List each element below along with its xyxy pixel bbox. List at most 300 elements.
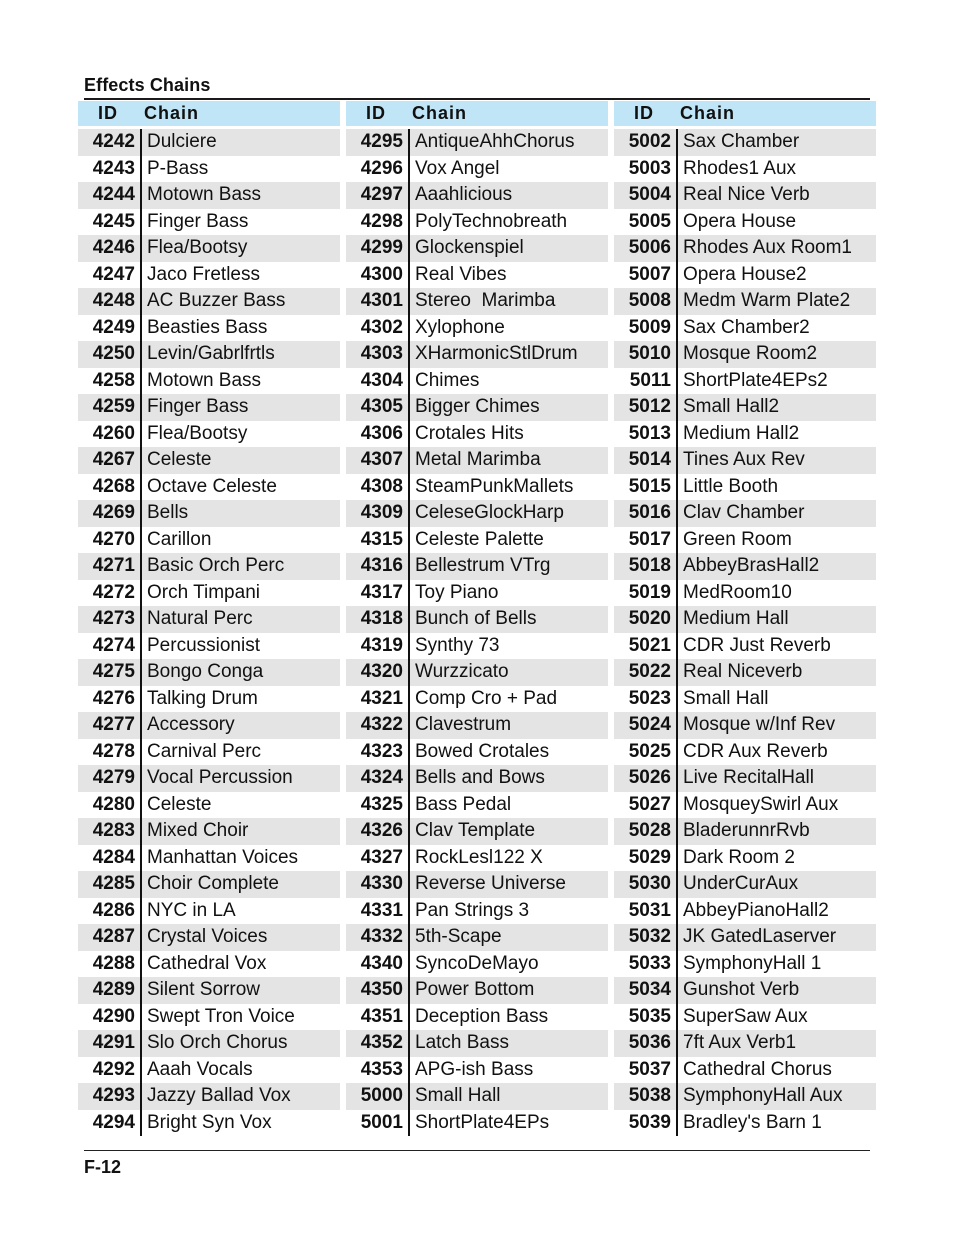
row-chain-name: Bradley's Barn 1 [683, 1111, 822, 1133]
row-chain-name: Medium Hall [683, 608, 789, 630]
table-row [346, 156, 608, 183]
header-id: ID [366, 103, 386, 123]
row-id: 5035 [628, 1005, 671, 1027]
table-row [78, 341, 340, 368]
table-row [346, 871, 608, 898]
table-row [346, 659, 608, 686]
row-id: 4276 [92, 687, 135, 709]
row-chain-name: Orch Timpani [147, 581, 260, 603]
table-row [78, 368, 340, 395]
table-row [614, 1083, 876, 1110]
table-row [78, 792, 340, 819]
row-chain-name: Aaahlicious [415, 184, 513, 206]
table-row [614, 447, 876, 474]
table-row [614, 1030, 876, 1057]
row-id: 4242 [92, 131, 135, 153]
row-id: 4304 [360, 369, 403, 391]
row-chain-name: APG-ish Bass [415, 1058, 534, 1080]
row-id: 5007 [628, 263, 671, 285]
row-chain-name: Celeste [147, 449, 212, 471]
row-chain-name: SyncoDeMayo [415, 952, 539, 974]
row-id: 4353 [360, 1058, 403, 1080]
row-chain-name: Clav Chamber [683, 502, 805, 524]
row-chain-name: AC Buzzer Bass [147, 290, 286, 312]
table-row [614, 235, 876, 262]
row-chain-name: Medium Hall2 [683, 422, 800, 444]
table-row [346, 209, 608, 236]
row-chain-name: Finger Bass [147, 396, 249, 418]
row-id: 4340 [360, 952, 403, 974]
table-row [614, 792, 876, 819]
table-row [78, 553, 340, 580]
row-chain-name: Small Hall [683, 687, 769, 709]
table-row [614, 977, 876, 1004]
row-chain-name: Small Hall2 [683, 396, 780, 418]
row-chain-name: Basic Orch Perc [147, 555, 285, 577]
table-row [346, 818, 608, 845]
row-chain-name: Talking Drum [147, 687, 258, 709]
row-id: 5000 [360, 1085, 403, 1107]
row-id: 5033 [628, 952, 671, 974]
row-chain-name: P-Bass [147, 157, 209, 179]
row-id: 4317 [360, 581, 403, 603]
table-row [346, 235, 608, 262]
table-row [346, 924, 608, 951]
row-id: 4327 [360, 846, 403, 868]
row-chain-name: Sax Chamber2 [683, 316, 810, 338]
table-row [614, 606, 876, 633]
table-row [614, 156, 876, 183]
row-chain-name: Pan Strings 3 [415, 899, 530, 921]
row-chain-name: Medm Warm Plate2 [683, 290, 851, 312]
table-row [78, 1057, 340, 1084]
row-chain-name: AbbeyBrasHall2 [683, 555, 820, 577]
row-chain-name: Mixed Choir [147, 820, 249, 842]
table-row [346, 500, 608, 527]
row-id: 4269 [92, 502, 135, 524]
row-id: 4275 [92, 661, 135, 683]
header-id: ID [634, 103, 654, 123]
row-id: 5020 [628, 608, 671, 630]
row-chain-name: Clavestrum [415, 714, 512, 736]
table-row [346, 368, 608, 395]
table-header [346, 101, 608, 126]
table-row [614, 500, 876, 527]
row-chain-name: Wurzzicato [415, 661, 509, 683]
row-chain-name: Beasties Bass [147, 316, 268, 338]
table-row [614, 1004, 876, 1031]
row-id: 4300 [360, 263, 403, 285]
table-row [346, 633, 608, 660]
table-row [614, 924, 876, 951]
row-chain-name: Motown Bass [147, 369, 262, 391]
row-chain-name: MosqueySwirl Aux [683, 793, 839, 815]
table-row [614, 818, 876, 845]
row-id: 5003 [628, 157, 671, 179]
row-chain-name: Reverse Universe [415, 873, 566, 895]
row-chain-name: XHarmonicStlDrum [415, 343, 578, 365]
row-id: 4290 [92, 1005, 135, 1027]
row-chain-name: Mosque w/Inf Rev [683, 714, 836, 736]
row-chain-name: Cathedral Chorus [683, 1058, 832, 1080]
row-chain-name: Octave Celeste [147, 475, 277, 497]
table-row [78, 1110, 340, 1137]
table-row [614, 341, 876, 368]
table-row [614, 421, 876, 448]
row-id: 4316 [360, 555, 403, 577]
row-chain-name: Natural Perc [147, 608, 253, 630]
row-chain-name: Bunch of Bells [415, 608, 537, 630]
table-row [78, 659, 340, 686]
table-header [78, 101, 340, 126]
table-row [614, 871, 876, 898]
table-row [346, 1004, 608, 1031]
table-row [346, 606, 608, 633]
table-row [78, 156, 340, 183]
row-id: 5026 [628, 767, 671, 789]
row-chain-name: Real Nice Verb [683, 184, 810, 206]
row-id: 4277 [92, 714, 135, 736]
row-id: 4274 [92, 634, 135, 656]
row-chain-name: Sax Chamber [683, 131, 800, 153]
row-id: 5038 [628, 1085, 671, 1107]
row-chain-name: Slo Orch Chorus [147, 1032, 288, 1054]
row-id: 5023 [628, 687, 671, 709]
row-chain-name: Bells and Bows [415, 767, 545, 789]
table-row [346, 977, 608, 1004]
table-row [78, 262, 340, 289]
table-row [614, 1110, 876, 1137]
row-chain-name: SuperSaw Aux [683, 1005, 808, 1027]
row-id: 5027 [628, 793, 671, 815]
row-chain-name: Metal Marimba [415, 449, 541, 471]
table-row [346, 580, 608, 607]
table-row [78, 500, 340, 527]
row-id: 4244 [92, 184, 135, 206]
effects-table-column-3 [614, 101, 876, 1136]
row-id: 4323 [360, 740, 403, 762]
row-id: 4298 [360, 210, 403, 232]
row-chain-name: CDR Aux Reverb [683, 740, 828, 762]
row-chain-name: Percussionist [147, 634, 260, 656]
row-chain-name: Carillon [147, 528, 212, 550]
title-rule [84, 98, 870, 100]
row-chain-name: Green Room [683, 528, 792, 550]
row-chain-name: Flea/Bootsy [147, 422, 248, 444]
row-id: 4319 [360, 634, 403, 656]
row-id: 5030 [628, 873, 671, 895]
row-id: 4273 [92, 608, 135, 630]
row-chain-name: Clav Template [415, 820, 536, 842]
row-id: 4270 [92, 528, 135, 550]
table-row [78, 1083, 340, 1110]
row-id: 4287 [92, 926, 135, 948]
row-chain-name: ShortPlate4EPs [415, 1111, 550, 1133]
row-id: 4286 [92, 899, 135, 921]
row-id: 4271 [92, 555, 135, 577]
table-row [614, 527, 876, 554]
row-id: 4302 [360, 316, 403, 338]
row-chain-name: Real Niceverb [683, 661, 803, 683]
row-chain-name: Motown Bass [147, 184, 262, 206]
row-chain-name: Crotales Hits [415, 422, 524, 444]
row-chain-name: Bigger Chimes [415, 396, 540, 418]
row-id: 5037 [628, 1058, 671, 1080]
header-chain: Chain [680, 103, 736, 123]
table-row [614, 182, 876, 209]
row-id: 5031 [628, 899, 671, 921]
row-chain-name: CeleseGlockHarp [415, 502, 564, 524]
row-id: 4318 [360, 608, 403, 630]
table-row [346, 129, 608, 156]
table-row [614, 1057, 876, 1084]
row-chain-name: Bowed Crotales [415, 740, 550, 762]
table-row [78, 129, 340, 156]
row-id: 5004 [628, 184, 671, 206]
row-chain-name: Power Bottom [415, 979, 535, 1001]
table-row [614, 474, 876, 501]
row-chain-name: Stereo Marimba [415, 290, 556, 312]
row-chain-name: Manhattan Voices [147, 846, 299, 868]
table-row [346, 765, 608, 792]
row-chain-name: Opera House2 [683, 263, 807, 285]
row-id: 4297 [360, 184, 403, 206]
row-chain-name: ShortPlate4EPs2 [683, 369, 828, 391]
row-chain-name: Cathedral Vox [147, 952, 267, 974]
row-id: 4322 [360, 714, 403, 736]
row-id: 4331 [360, 899, 403, 921]
table-row [78, 235, 340, 262]
row-chain-name: Tines Aux Rev [683, 449, 805, 471]
row-id: 4306 [360, 422, 403, 444]
table-row [346, 686, 608, 713]
table-row [614, 765, 876, 792]
row-chain-name: SymphonyHall Aux [683, 1085, 843, 1107]
table-row [614, 394, 876, 421]
row-id: 5005 [628, 210, 671, 232]
row-id: 5039 [628, 1111, 671, 1133]
page-number: F-12 [84, 1157, 122, 1177]
row-chain-name: RockLesl122 X [415, 846, 543, 868]
row-id: 5010 [628, 343, 671, 365]
table-row [78, 288, 340, 315]
row-id: 4250 [92, 343, 135, 365]
table-row [346, 288, 608, 315]
table-row [78, 818, 340, 845]
header-chain: Chain [144, 103, 200, 123]
footer-rule [84, 1150, 870, 1151]
row-id: 5009 [628, 316, 671, 338]
row-chain-name: UnderCurAux [683, 873, 799, 895]
row-id: 4296 [360, 157, 403, 179]
row-chain-name: Jaco Fretless [147, 263, 260, 285]
row-id: 5015 [628, 475, 671, 497]
table-row [346, 1030, 608, 1057]
row-id: 4320 [360, 661, 403, 683]
row-chain-name: Bongo Conga [147, 661, 264, 683]
row-chain-name: Bellestrum VTrg [415, 555, 551, 577]
table-row [614, 898, 876, 925]
row-id: 4299 [360, 237, 403, 259]
row-id: 4326 [360, 820, 403, 842]
table-row [614, 315, 876, 342]
row-chain-name: Carnival Perc [147, 740, 262, 762]
row-id: 4293 [92, 1085, 135, 1107]
row-chain-name: Rhodes Aux Room1 [683, 237, 852, 259]
section-title: Effects Chains [84, 75, 211, 95]
row-chain-name: Silent Sorrow [147, 979, 260, 1001]
table-header [614, 101, 876, 126]
header-chain: Chain [412, 103, 468, 123]
table-row [346, 845, 608, 872]
row-id: 4283 [92, 820, 135, 842]
header-id: ID [98, 103, 118, 123]
row-id: 5016 [628, 502, 671, 524]
table-row [346, 1083, 608, 1110]
table-row [78, 924, 340, 951]
table-rows [78, 129, 340, 1136]
table-row [614, 659, 876, 686]
table-row [78, 421, 340, 448]
row-id: 4294 [92, 1111, 135, 1133]
row-id: 5032 [628, 926, 671, 948]
row-chain-name: Swept Tron Voice [147, 1005, 295, 1027]
row-chain-name: CDR Just Reverb [683, 634, 831, 656]
table-row [78, 712, 340, 739]
row-id: 4295 [360, 131, 403, 153]
table-row [346, 951, 608, 978]
row-chain-name: Rhodes1 Aux [683, 157, 797, 179]
row-chain-name: SteamPunkMallets [415, 475, 574, 497]
row-id: 4279 [92, 767, 135, 789]
row-id: 4351 [360, 1005, 403, 1027]
row-id: 5011 [629, 369, 671, 391]
row-id: 4330 [360, 873, 403, 895]
table-row [614, 580, 876, 607]
row-id: 5017 [628, 528, 671, 550]
row-chain-name: PolyTechnobreath [415, 210, 568, 232]
row-id: 4332 [360, 926, 403, 948]
row-chain-name: Aaah Vocals [147, 1058, 253, 1080]
row-id: 4324 [360, 767, 403, 789]
table-row [78, 898, 340, 925]
table-row [614, 262, 876, 289]
row-chain-name: Synthy 73 [415, 634, 500, 656]
row-chain-name: Little Booth [683, 475, 779, 497]
table-row [78, 871, 340, 898]
row-chain-name: 7ft Aux Verb1 [683, 1032, 797, 1054]
row-id: 5008 [628, 290, 671, 312]
row-id: 4246 [92, 237, 135, 259]
row-chain-name: AbbeyPianoHall2 [683, 899, 829, 921]
row-id: 5022 [628, 661, 671, 683]
table-row [614, 209, 876, 236]
table-row [78, 580, 340, 607]
row-id: 5014 [628, 449, 671, 471]
table-row [614, 686, 876, 713]
row-id: 5024 [628, 714, 671, 736]
table-row [614, 739, 876, 766]
row-chain-name: Flea/Bootsy [147, 237, 248, 259]
table-row [346, 898, 608, 925]
row-id: 4247 [92, 263, 135, 285]
table-row [614, 951, 876, 978]
row-id: 4303 [360, 343, 403, 365]
table-row [78, 951, 340, 978]
row-chain-name: JK GatedLaserver [683, 926, 837, 948]
row-id: 4325 [360, 793, 403, 815]
table-row [614, 288, 876, 315]
row-chain-name: Jazzy Ballad Vox [147, 1085, 291, 1107]
table-row [346, 792, 608, 819]
table-row [614, 633, 876, 660]
row-id: 4280 [92, 793, 135, 815]
table-row [346, 394, 608, 421]
row-id: 4248 [92, 290, 135, 312]
row-chain-name: Deception Bass [415, 1005, 549, 1027]
table-row [346, 262, 608, 289]
row-id: 4268 [92, 475, 135, 497]
table-row [78, 182, 340, 209]
table-row [78, 527, 340, 554]
row-id: 4307 [360, 449, 403, 471]
row-id: 4291 [92, 1032, 135, 1054]
table-row [346, 447, 608, 474]
row-id: 4289 [92, 979, 135, 1001]
table-row [78, 845, 340, 872]
row-id: 4350 [360, 979, 403, 1001]
row-id: 5036 [628, 1032, 671, 1054]
row-id: 5012 [628, 396, 671, 418]
row-chain-name: Vocal Percussion [147, 767, 293, 789]
row-id: 4285 [92, 873, 135, 895]
table-row [78, 474, 340, 501]
table-rows [614, 129, 876, 1136]
row-id: 5018 [628, 555, 671, 577]
row-chain-name: SymphonyHall 1 [683, 952, 822, 974]
table-row [346, 341, 608, 368]
table-row [78, 765, 340, 792]
row-id: 5001 [360, 1111, 403, 1133]
row-id: 4245 [92, 210, 135, 232]
row-id: 4267 [92, 449, 135, 471]
table-row [78, 633, 340, 660]
row-chain-name: Celeste Palette [415, 528, 544, 550]
table-row [346, 739, 608, 766]
row-chain-name: Toy Piano [415, 581, 499, 603]
row-id: 5006 [628, 237, 671, 259]
row-chain-name: Bells [147, 502, 189, 524]
row-id: 4321 [360, 687, 403, 709]
row-chain-name: 5th-Scape [415, 926, 502, 948]
row-id: 5021 [628, 634, 671, 656]
table-row [614, 129, 876, 156]
row-id: 4258 [92, 369, 135, 391]
table-row [78, 447, 340, 474]
row-id: 4278 [92, 740, 135, 762]
row-chain-name: Celeste [147, 793, 212, 815]
row-chain-name: Vox Angel [415, 157, 500, 179]
table-row [614, 845, 876, 872]
table-row [346, 315, 608, 342]
row-chain-name: AntiqueAhhChorus [415, 131, 575, 153]
row-chain-name: Bass Pedal [415, 793, 512, 815]
effects-table-column-2 [346, 101, 608, 1136]
row-chain-name: Choir Complete [147, 873, 279, 895]
table-row [614, 712, 876, 739]
table-row [346, 712, 608, 739]
row-id: 5025 [628, 740, 671, 762]
